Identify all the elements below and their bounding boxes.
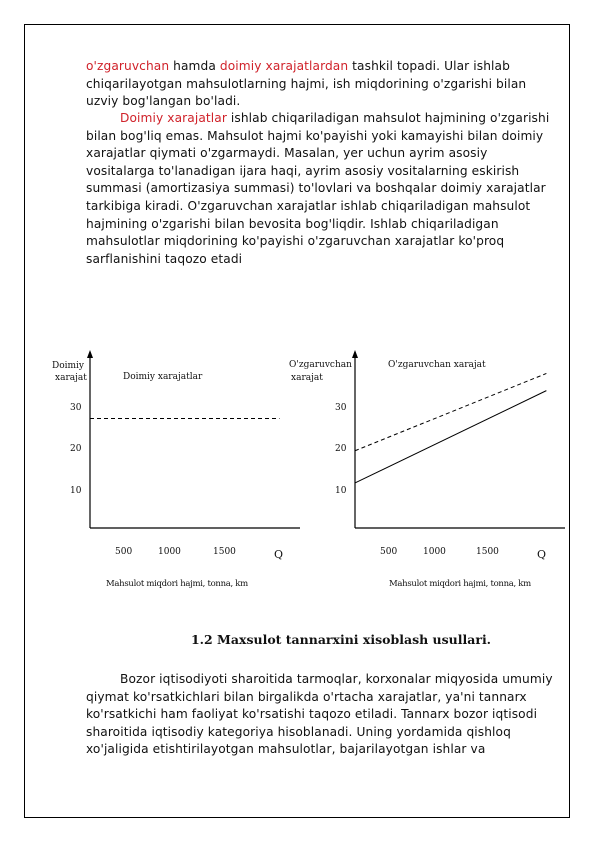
variable-costs-xtick-500: 500 — [380, 547, 398, 557]
paragraph-1 — [86, 58, 554, 111]
section-heading: 1.2 Maxsulot tannarxini xisoblash usullari. — [190, 632, 492, 647]
variable-costs-chart — [285, 338, 565, 600]
fixed-costs-title: Doimiy xarajatlar — [123, 372, 203, 382]
variable-costs-axes — [352, 350, 565, 531]
paragraph-2-text: ishlab chiqariladigan mahsulot hajmining o'zgarishi bilan bog'liq emas. Mahsulot hajmi ko'payishi yoki kamayishi bilan doimiy xarajatlar qiymati o'zgarmaydi. Masalan, yer uchun ayrim asosiy vositalarga to'lanadigan ijara haqi, ayrim asosiy vositalarning eskirish summasi (amortizasiya summasi) to'lovlari va boshqalar doimiy xarajatlar tarkibiga kiradi. O'zgaruvchan xarajatlar ishlab chiqariladigan mahsulot hajmining o'zgarishi bilan bevosita bog'liqdir. Ishlab chiqariladigan mahsulotlar miqdorining ko'payishi o'zgaruvchan xarajatlar ko'proq sarflanishini taqozo etadi — [86, 111, 550, 266]
fixed-costs-xtick-1000: 1000 — [158, 547, 181, 557]
paragraph-3 — [86, 671, 554, 759]
variable-costs-series-line-2 — [355, 391, 546, 483]
fixed-costs-chart — [50, 338, 300, 600]
variable-costs-ytick-10: 10 — [335, 486, 347, 496]
term-variable: o'zgaruvchan — [86, 59, 170, 73]
paragraph-3-text: Bozor iqtisodiyoti sharoitida tarmoqlar, korxonalar miqyosida umumiy qiymat ko'rsatkichlari bilan birgalikda o'rtacha xarajatlar, ya'ni tannarx ko'rsatkichi ham faoliyat ko'rsatishi taqozo etiladi. Tannarx bozor iqtisodi sharoitida iqtisodiy kategoriya hisoblanadi. Uning yordamida qishloq xo'jaligida etishtirilayotgan mahsulotlar, bajarilayotgan ishlar va — [86, 672, 553, 757]
variable-costs-title: O'zgaruvchan xarajat — [388, 360, 486, 370]
fixed-costs-ylabel-1: Doimiy — [52, 361, 85, 371]
term-fixed-costs: Doimiy xarajatlar — [120, 111, 227, 125]
term-fixed: doimiy xarajatlardan — [219, 59, 349, 73]
paragraph-1-text-b: tashkil topadi. Ular ishlab chiqarilayotgan mahsulotlarning hajmi, ish miqdorining o'zgarishi bilan uzviy bog'langan bo'ladi. — [86, 59, 527, 109]
variable-costs-xtick-1000: 1000 — [423, 547, 446, 557]
variable-costs-series-line-1 — [355, 373, 546, 450]
fixed-costs-xlabel: Mahsulot miqdori hajmi, tonna, km — [106, 579, 248, 589]
fixed-costs-ylabel-2: xarajat — [55, 373, 87, 383]
paragraph-1-text-a: hamda — [169, 59, 220, 73]
fixed-costs-ytick-30: 30 — [70, 403, 82, 413]
variable-costs-y-arrow — [352, 350, 358, 358]
fixed-costs-xtick-500: 500 — [115, 547, 133, 557]
fixed-costs-xtick-1500: 1500 — [213, 547, 236, 557]
fixed-costs-q-symbol: Q — [274, 548, 284, 561]
variable-costs-ytick-20: 20 — [335, 444, 347, 454]
variable-costs-series — [355, 373, 546, 482]
variable-costs-ylabel-1: O'zgaruvchan — [289, 360, 352, 370]
variable-costs-ytick-30: 30 — [335, 403, 347, 413]
variable-costs-xtick-1500: 1500 — [476, 547, 499, 557]
fixed-costs-y-arrow — [87, 350, 93, 358]
paragraph-2 — [86, 110, 554, 268]
variable-costs-ylabel-2: xarajat — [291, 373, 323, 383]
variable-costs-q-symbol: Q — [537, 548, 547, 561]
fixed-costs-ytick-20: 20 — [70, 444, 82, 454]
fixed-costs-ytick-10: 10 — [70, 486, 82, 496]
variable-costs-xlabel: Mahsulot miqdori hajmi, tonna, km — [389, 579, 531, 589]
